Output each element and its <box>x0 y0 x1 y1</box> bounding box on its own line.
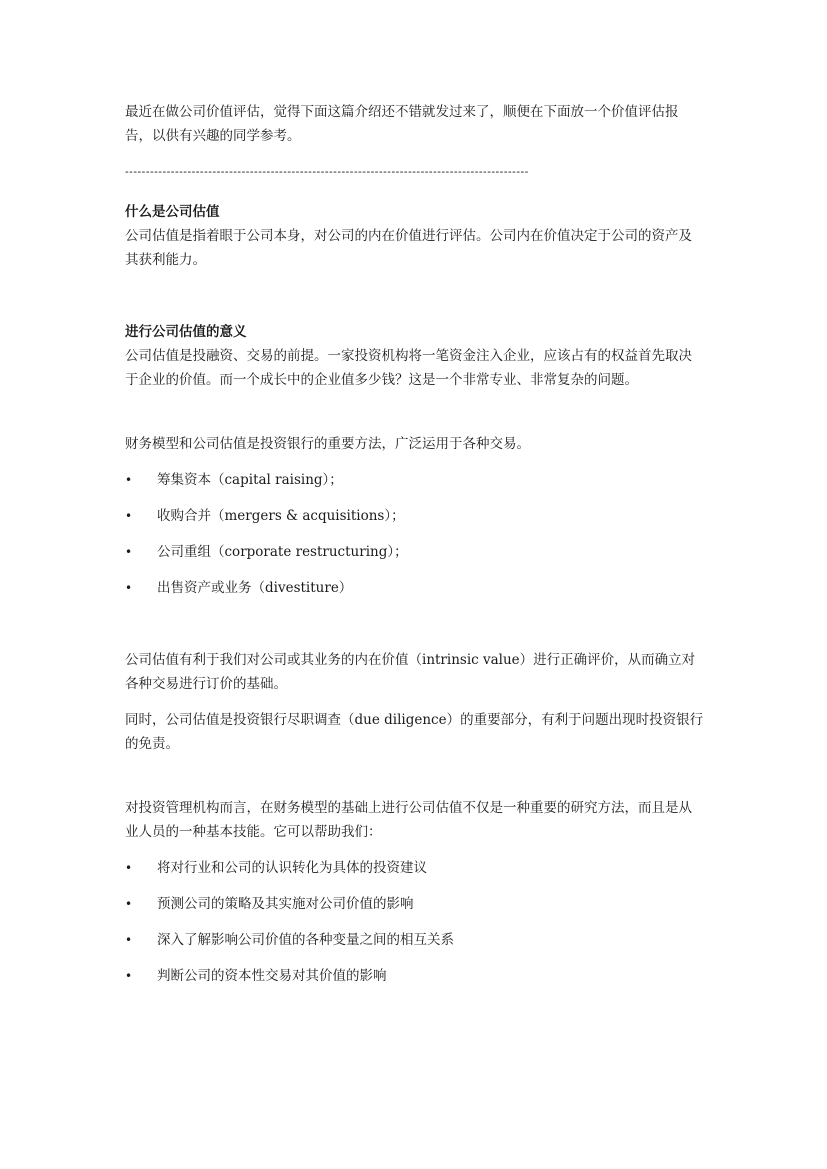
bullet-icon: • <box>125 473 133 487</box>
list-item <box>125 576 705 600</box>
list-item <box>125 540 705 564</box>
section-body-significance: 公司估值是投融资、交易的前提。一家投资机构将一笔资金注入企业，应该占有的权益首先取决于企业的价值。而一个成长中的企业值多少钱？这是一个非常专业、非常复杂的问题。 <box>125 348 692 388</box>
list-item-text: 筹集资本（capital raising）； <box>157 472 343 488</box>
divider-line: ------------------------------------------------------------------------------------------------- <box>125 166 529 178</box>
list-item-text: 判断公司的资本性交易对其价值的影响 <box>157 968 387 984</box>
document-body <box>125 100 705 1000</box>
bullet-icon: • <box>125 509 133 523</box>
section-heading-significance: 进行公司估值的意义 <box>125 324 247 340</box>
bullet-icon: • <box>125 969 133 983</box>
spacer <box>125 272 705 320</box>
section-lead-ib-methods: 财务模型和公司估值是投资银行的重要方法，广泛运用于各种交易。 <box>125 436 530 452</box>
transaction-type-list <box>125 468 705 600</box>
paragraph-intrinsic-value: 公司估值有利于我们对公司或其业务的内在价值（intrinsic value）进行正确评价，从而确立对各种交易进行订价的基础。 <box>125 652 696 692</box>
bullet-icon: • <box>125 545 133 559</box>
list-item <box>125 468 705 492</box>
intro-paragraph: 最近在做公司价值评估，觉得下面这篇介绍还不错就发过来了，顺便在下面放一个价值评估报告，以供有兴趣的同学参考。 <box>125 104 679 144</box>
spacer <box>125 392 705 432</box>
section-lead-investment-management: 对投资管理机构而言，在财务模型的基础上进行公司估值不仅是一种重要的研究方法，而且是从业人员的一种基本技能。它可以帮助我们： <box>125 800 692 840</box>
list-item-text: 深入了解影响公司价值的各种变量之间的相互关系 <box>157 932 454 948</box>
list-item <box>125 892 705 916</box>
section-body-what-is-valuation: 公司估值是指着眼于公司本身，对公司的内在价值进行评估。公司内在价值决定于公司的资产及其获利能力。 <box>125 228 692 268</box>
bullet-icon: • <box>125 861 133 875</box>
list-item-text: 出售资产或业务（divestiture） <box>157 580 353 596</box>
list-item-text: 预测公司的策略及其实施对公司价值的影响 <box>157 896 414 912</box>
list-item-text: 收购合并（mergers & acquisitions）； <box>157 508 405 524</box>
bullet-icon: • <box>125 581 133 595</box>
spacer <box>125 612 705 648</box>
list-item <box>125 504 705 528</box>
list-item-text: 将对行业和公司的认识转化为具体的投资建议 <box>157 860 427 876</box>
paragraph-due-diligence: 同时，公司估值是投资银行尽职调查（due diligence）的重要部分，有利于问题出现时投资银行的免责。 <box>125 712 704 752</box>
list-item <box>125 928 705 952</box>
bullet-icon: • <box>125 897 133 911</box>
section-heading-what-is-valuation: 什么是公司估值 <box>125 204 220 220</box>
list-item <box>125 856 705 880</box>
list-item <box>125 964 705 988</box>
list-item-text: 公司重组（corporate restructuring）； <box>157 544 408 560</box>
benefits-list <box>125 856 705 988</box>
spacer <box>125 756 705 796</box>
bullet-icon: • <box>125 933 133 947</box>
